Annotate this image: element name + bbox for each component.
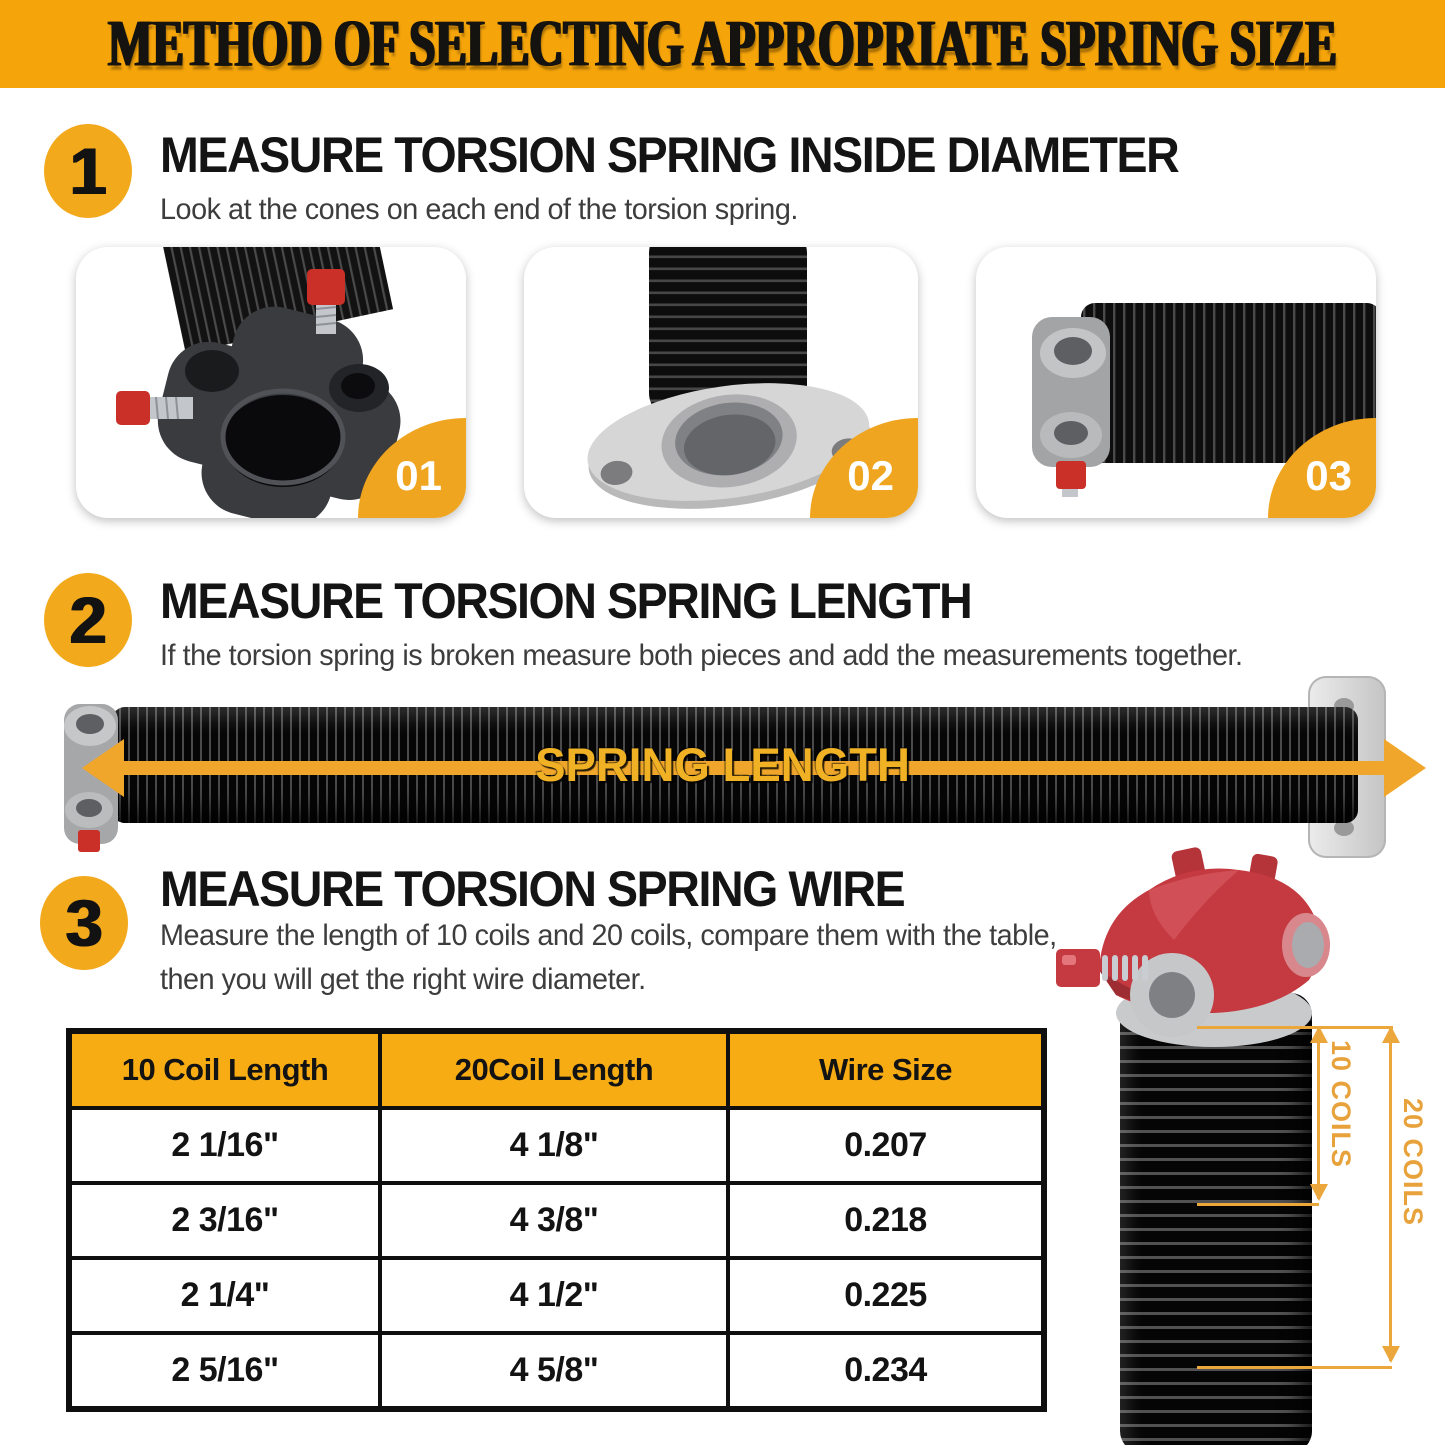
- table-cell: 4 5/8": [380, 1333, 728, 1409]
- photo-card-winding-cone: [76, 247, 466, 518]
- table-header-20-coil: 20Coil Length: [380, 1031, 728, 1108]
- table-cell: 0.225: [728, 1258, 1044, 1333]
- table-header-wire-size: Wire Size: [728, 1031, 1044, 1108]
- table-row: [69, 1333, 1044, 1409]
- step-3-number: 3: [65, 886, 103, 960]
- table-cell: 4 1/2": [380, 1258, 728, 1333]
- table-cell: 2 1/4": [69, 1258, 380, 1333]
- table-cell: 2 1/16": [69, 1108, 380, 1183]
- coil-top-reference-line: [1197, 1026, 1393, 1029]
- photo-badge-02-label: 02: [847, 452, 894, 499]
- step-3-number-badge: [40, 876, 128, 970]
- ten-coils-label: 10 COILS: [1326, 1040, 1356, 1169]
- photo-card-spring-side: [976, 247, 1376, 518]
- table-cell: 4 1/8": [380, 1108, 728, 1183]
- table-header-10-coil: 10 Coil Length: [69, 1031, 380, 1108]
- step-1-description: Look at the cones on each end of the torsion spring.: [160, 193, 798, 226]
- step-2-number: 2: [69, 583, 107, 657]
- table-row: [69, 1183, 1044, 1258]
- table-cell: 0.218: [728, 1183, 1044, 1258]
- ten-coils-arrowhead-down: [1310, 1184, 1328, 1201]
- photo-badge-01-label: 01: [395, 452, 442, 499]
- spring-length-label: SPRING LENGTH: [535, 738, 910, 791]
- photo-badge-03-label: 03: [1305, 452, 1352, 499]
- step-1-number-badge: [44, 124, 132, 218]
- table-cell: 0.234: [728, 1333, 1044, 1409]
- table-cell: 4 3/8": [380, 1183, 728, 1258]
- red-winding-cone: [1054, 845, 1344, 1050]
- ten-coils-arrow: [1317, 1029, 1320, 1199]
- table-cell: 2 3/16": [69, 1183, 380, 1258]
- step-3-description: Measure the length of 10 coils and 20 coils, compare them with the table, then you will get the right wire diameter.: [160, 919, 1057, 996]
- title-banner: [0, 0, 1445, 88]
- table-row: [69, 1108, 1044, 1183]
- coil-measurement-figure: [1040, 843, 1445, 1445]
- photo-card-stationary-cone: [524, 247, 918, 518]
- table-cell: 0.207: [728, 1108, 1044, 1183]
- step-2-number-badge: [44, 573, 132, 667]
- step-1-heading: MEASURE TORSION SPRING INSIDE DIAMETER: [160, 127, 1179, 183]
- vertical-coil-body: [1120, 993, 1312, 1445]
- twenty-coils-arrow: [1389, 1029, 1392, 1361]
- step-3-heading: MEASURE TORSION SPRING WIRE: [160, 861, 905, 917]
- ten-coils-tick-line: [1197, 1203, 1319, 1206]
- page-title: METHOD OF SELECTING APPROPRIATE SPRING SIZE: [108, 7, 1337, 81]
- twenty-coils-arrowhead-down: [1382, 1346, 1400, 1363]
- table-header-row: [69, 1031, 1044, 1108]
- table-cell: 2 5/16": [69, 1333, 380, 1409]
- twenty-coils-tick-line: [1197, 1366, 1392, 1369]
- step-2-description: If the torsion spring is broken measure both pieces and add the measurements together.: [160, 639, 1243, 672]
- step-1-number: 1: [69, 134, 107, 208]
- twenty-coils-label: 20 COILS: [1398, 1098, 1428, 1227]
- table-row: [69, 1258, 1044, 1333]
- twenty-coils-arrowhead-up: [1382, 1026, 1400, 1043]
- step-2-heading: MEASURE TORSION SPRING LENGTH: [160, 573, 972, 629]
- wire-size-table: [66, 1028, 1047, 1412]
